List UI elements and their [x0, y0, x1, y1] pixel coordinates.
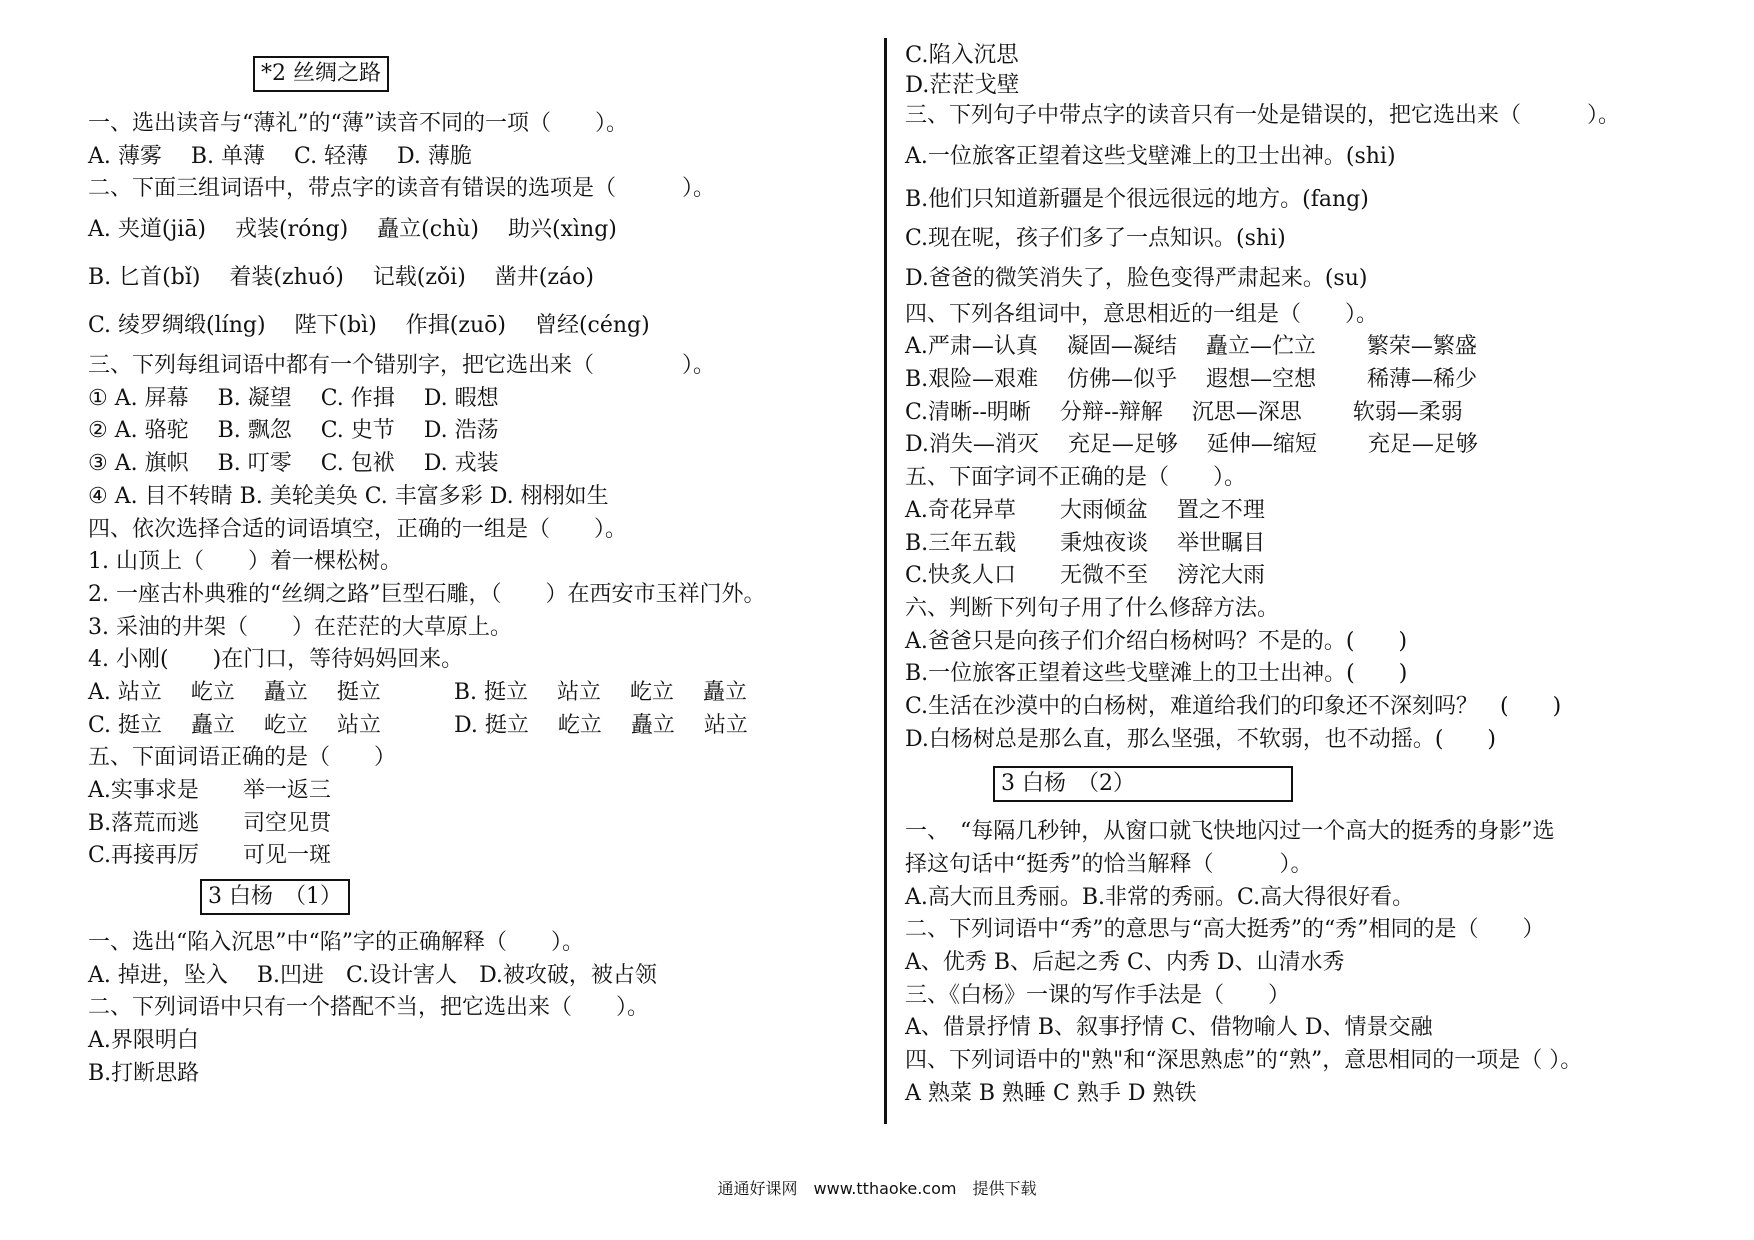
lesson-2-title-row: [88, 40, 878, 94]
question-line: C.生活在沙漠中的白杨树，难道给我们的印象还不深刻吗？ ( ): [905, 693, 1562, 719]
lesson-title-baiyang-2: 3 白杨 （2）: [993, 766, 1293, 802]
question-line: 1. 山顶上（ ）着一棵松树。: [88, 549, 402, 575]
lesson-3-part1-title-row: [88, 873, 878, 921]
question-line: 一、选出读音与“薄礼”的“薄”读音不同的一项（ ）。: [88, 111, 628, 136]
question-line: D.消失—消灭 充足—足够 延伸—缩短 充足—足够: [905, 432, 1478, 458]
question-line: B.落荒而逃 司空见贯: [88, 810, 332, 836]
lesson-3-part2-title-row: [905, 756, 1705, 806]
question-line: A.严肃—认真 凝固—凝结 矗立—伫立 繁荣—繁盛: [905, 334, 1477, 360]
left-column: [88, 40, 878, 1091]
question-line: 四、依次选择合适的词语填空，正确的一组是（ ）。: [88, 516, 628, 542]
lesson-title-baiyang-1: 3 白杨 （1）: [200, 879, 350, 915]
question-line: 三、下列句子中带点字的读音只有一处是错误的，把它选出来（ ）。: [905, 103, 1621, 128]
question-line: D.白杨树总是那么直，那么坚强，不软弱，也不动摇。( ): [905, 726, 1497, 752]
question-line: 五、下面词语正确的是（ ）: [88, 745, 397, 771]
question-line: 一、选出“陷入沉思”中“陷”字的正确解释（ ）。: [88, 930, 584, 956]
column-divider: [884, 38, 887, 1124]
question-line: A.高大而且秀丽。B.非常的秀丽。C.高大得很好看。: [905, 884, 1415, 910]
question-line: 2. 一座古朴典雅的“丝绸之路”巨型石雕，（ ）在西安市玉祥门外。: [88, 581, 766, 607]
question-line: 一、 “每隔几秒钟，从窗口就飞快地闪过一个高大的挺秀的身影”选: [905, 819, 1555, 845]
question-line: 六、判断下列句子用了什么修辞方法。: [905, 595, 1280, 621]
right-questions-b: [905, 181, 1705, 299]
left-questions-d: [88, 927, 878, 1090]
question-line: C.现在呢，孩子们多了一点知识。(shi): [905, 225, 1286, 251]
footer-source: 通通好课网 www.tthaoke.com 提供下载: [717, 1179, 1037, 1198]
right-questions-d: [905, 816, 1705, 1110]
question-line: A. 薄雾 B. 单薄 C. 轻薄 D. 薄脆: [88, 143, 472, 169]
question-line: A.爸爸只是向孩子们介绍白杨树吗？不是的。( ): [905, 628, 1408, 654]
right-questions-a: [905, 40, 1705, 181]
question-line: A. 站立 屹立 矗立 挺立 B. 挺立 站立 屹立 矗立: [88, 679, 747, 705]
question-line: C.快炙人口 无微不至 滂沱大雨: [905, 563, 1266, 589]
question-line: C.陷入沉思: [905, 42, 1019, 68]
question-line: 四、下列词语中的"熟"和“深思熟虑”的“熟”，意思相同的一项是（ ）。: [905, 1048, 1583, 1074]
question-line: A 熟菜 B 熟睡 C 熟手 D 熟铁: [905, 1080, 1197, 1106]
question-line: 四、下列各组词中，意思相近的一组是（ ）。: [905, 301, 1379, 327]
question-line: D.爸爸的微笑消失了，脸色变得严肃起来。(su): [905, 265, 1368, 291]
question-line: A.一位旅客正望着这些戈壁滩上的卫士出神。(shi): [905, 143, 1396, 169]
question-line: ④ A. 目不转睛 B. 美轮美奂 C. 丰富多彩 D. 栩栩如生: [88, 483, 609, 509]
question-line: A.实事求是 举一返三: [88, 778, 331, 803]
question-line: 二、下列词语中“秀”的意思与“高大挺秀”的“秀”相同的是（ ）: [905, 917, 1545, 943]
question-line: 4. 小刚( )在门口，等待妈妈回来。: [88, 647, 464, 673]
question-line: B.艰险—艰难 仿佛—似乎 遐想—空想 稀薄—稀少: [905, 367, 1478, 393]
question-line: B.打断思路: [88, 1060, 200, 1086]
question-line: D.茫茫戈壁: [905, 72, 1020, 98]
right-column: [905, 40, 1705, 1111]
question-line: 三、下列每组词语中都有一个错别字，把它选出来（ ）。: [88, 353, 716, 379]
left-questions-c: [88, 350, 878, 873]
question-line: 三、《白杨》一课的写作手法是（ ）: [905, 982, 1291, 1008]
question-line: 二、下列词语中只有一个搭配不当，把它选出来（ ）。: [88, 995, 650, 1021]
question-line: B.三年五载 秉烛夜谈 举世瞩目: [905, 530, 1266, 556]
lesson-title-silk-road: *2 丝绸之路: [253, 56, 389, 92]
question-line: C.再接再厉 可见一斑: [88, 843, 332, 869]
question-line: A. 掉进，坠入 B.凹进 C.设计害人 D.被攻破，被占领: [88, 962, 657, 988]
question-line: 3. 采油的井架（ ）在茫茫的大草原上。: [88, 614, 512, 640]
question-line: A、借景抒情 B、叙事抒情 C、借物喻人 D、情景交融: [905, 1015, 1433, 1041]
question-line: 二、下面三组词语中，带点字的读音有错误的选项是（ ）。: [88, 176, 716, 202]
right-questions-c: [905, 299, 1705, 757]
question-line: C.清晰--明晰 分辩--辩解 沉思—深思 软弱—柔弱: [905, 399, 1463, 425]
question-line: 择这句话中“挺秀”的恰当解释（ ）。: [905, 852, 1313, 877]
left-questions-a: [88, 108, 878, 350]
question-line: A.界限明白: [88, 1028, 199, 1054]
question-line: ② A. 骆驼 B. 飘忽 C. 史节 D. 浩荡: [88, 418, 499, 444]
question-line: ③ A. 旗帜 B. 叮零 C. 包袱 D. 戎装: [88, 451, 499, 477]
question-line: ① A. 屏幕 B. 凝望 C. 作揖 D. 暇想: [88, 385, 499, 411]
question-line: A. 夹道(jiā) 戎装(róng) 矗立(chù) 助兴(xìng): [88, 217, 617, 243]
question-line: B.他们只知道新疆是个很远很远的地方。(fang): [905, 186, 1369, 212]
question-line: A、优秀 B、后起之秀 C、内秀 D、山清水秀: [905, 950, 1345, 976]
question-line: C. 挺立 矗立 屹立 站立 D. 挺立 屹立 矗立 站立: [88, 712, 748, 738]
question-line: A.奇花异草 大雨倾盆 置之不理: [905, 497, 1265, 523]
question-line: B. 匕首(bǐ) 着装(zhuó) 记载(zǒi) 凿井(záo): [88, 265, 594, 291]
question-line: C. 绫罗绸缎(líng) 陛下(bì) 作揖(zuō) 曾经(céng): [88, 313, 650, 339]
question-line: 五、下面字词不正确的是（ ）。: [905, 465, 1247, 491]
question-line: B.一位旅客正望着这些戈壁滩上的卫士出神。( ): [905, 661, 1408, 687]
